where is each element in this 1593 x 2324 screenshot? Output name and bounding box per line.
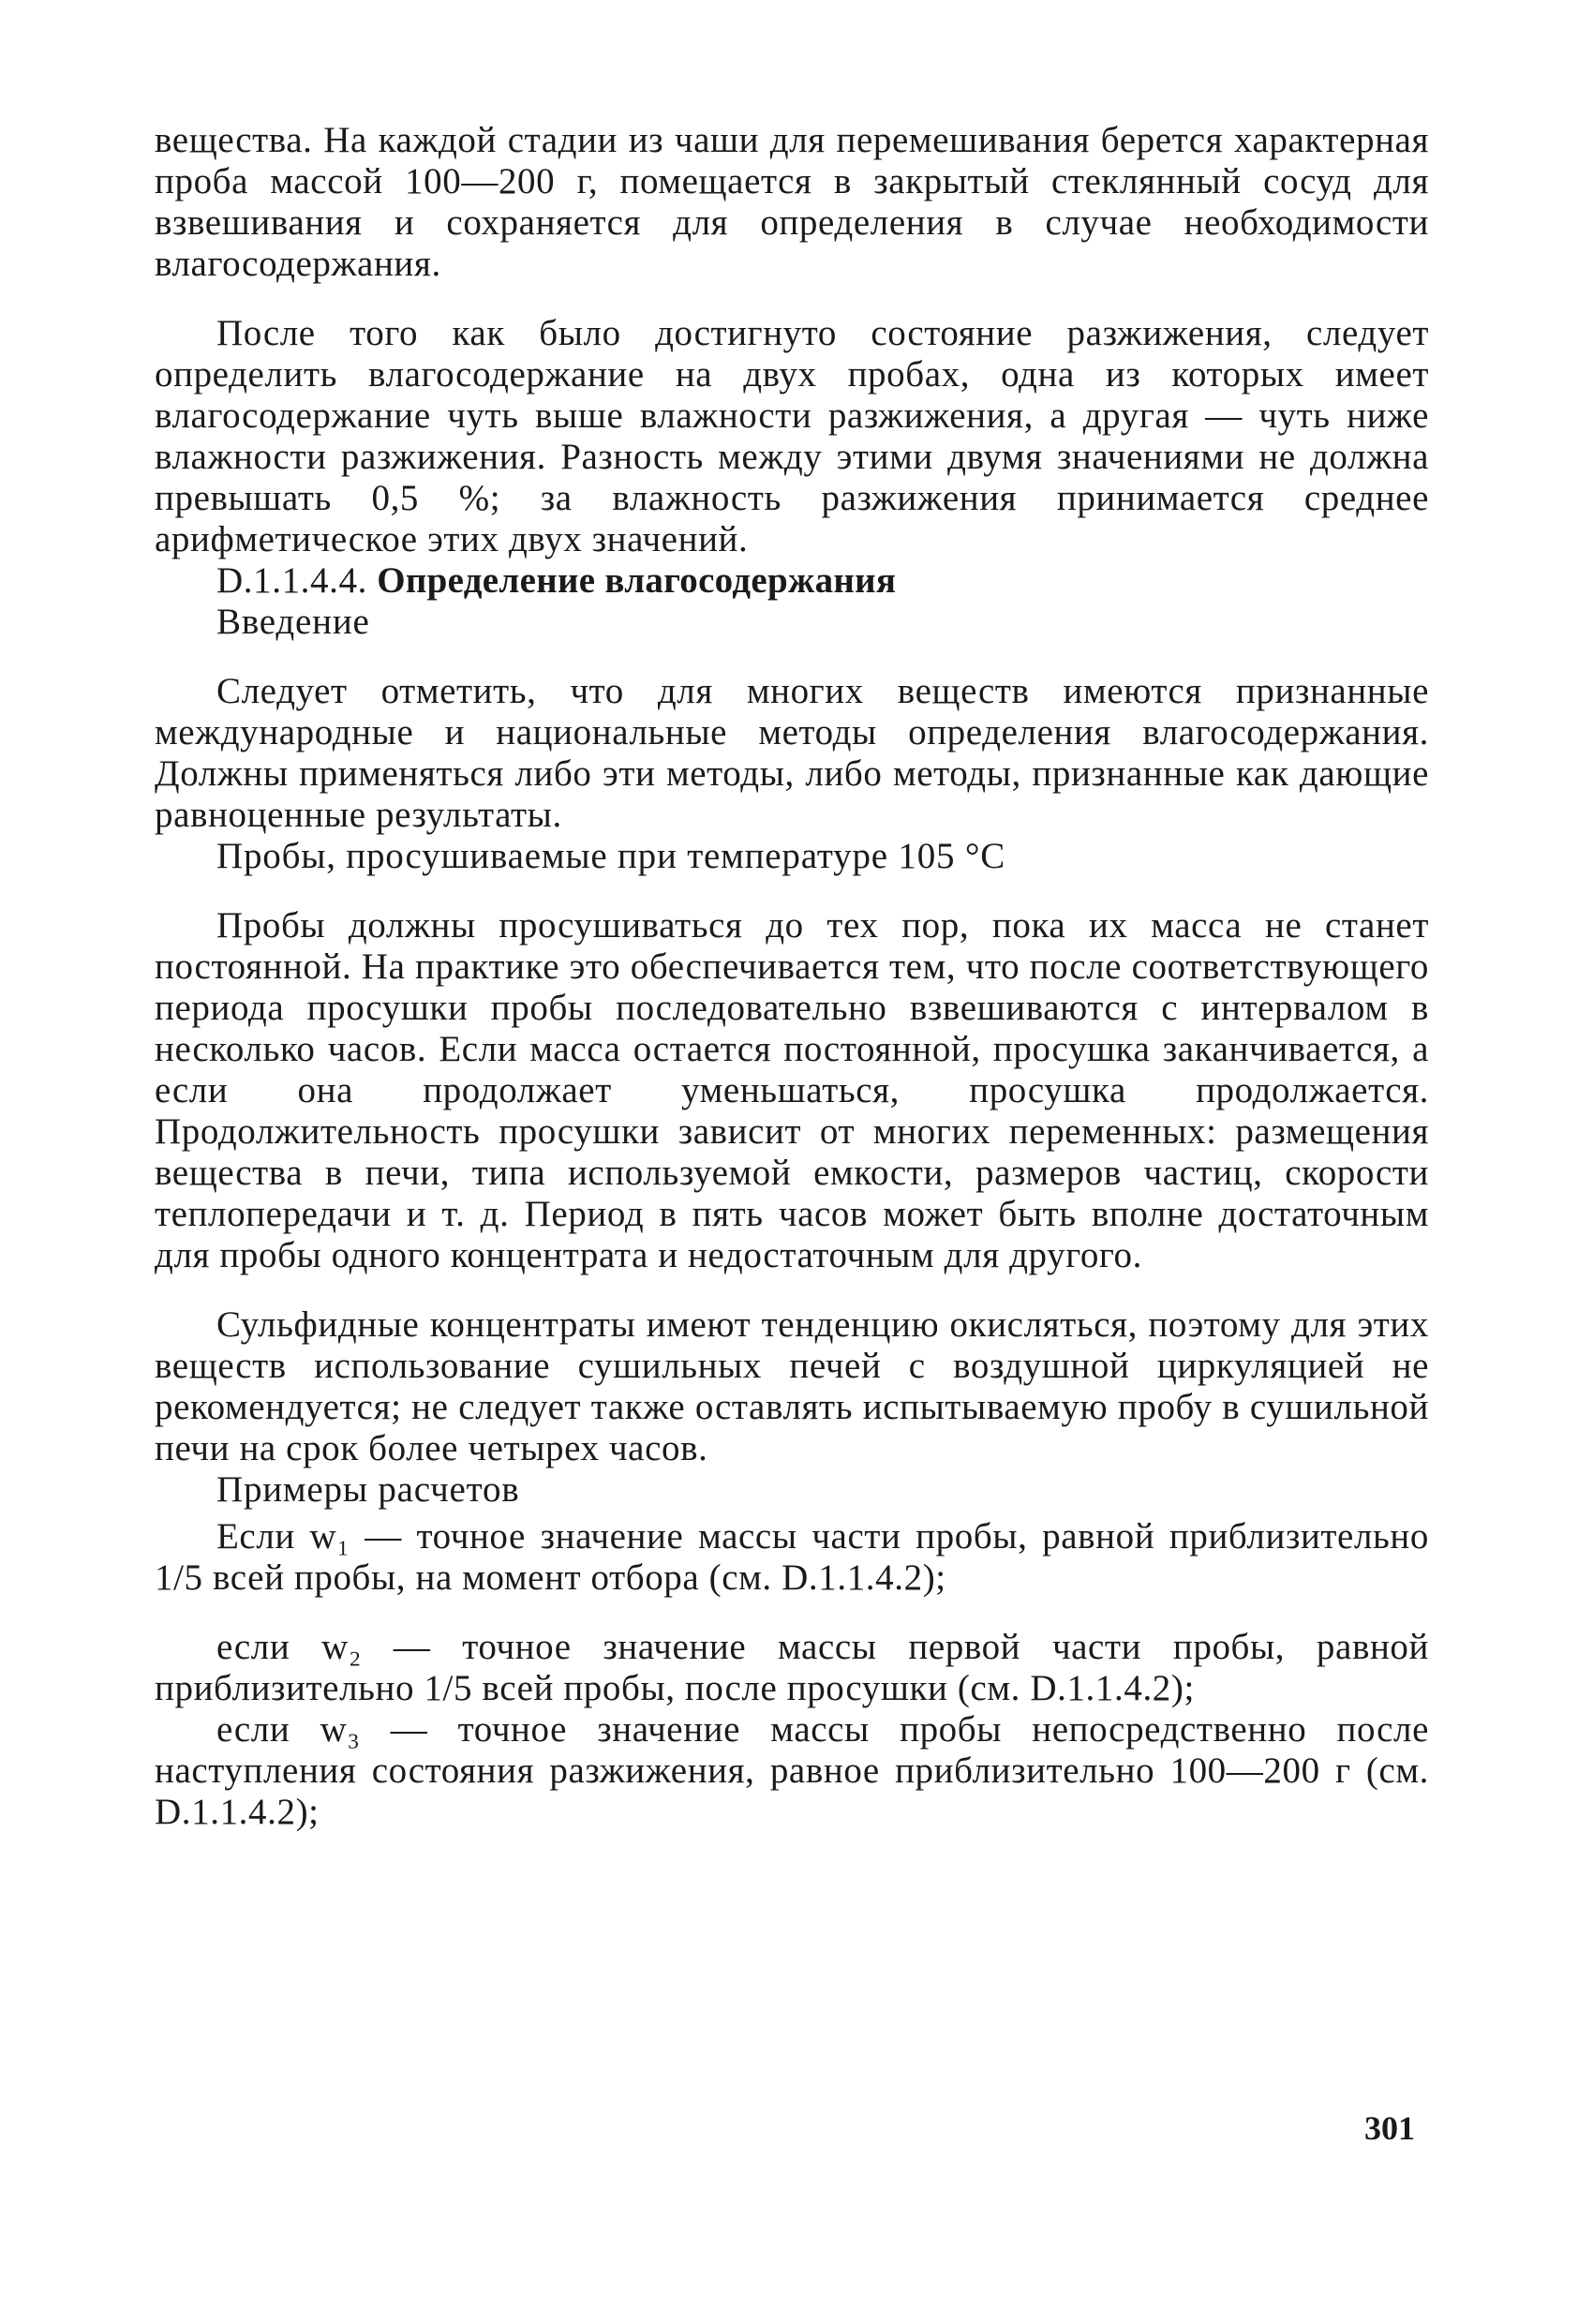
paragraph-w1: Если w₁ — точное значение массы части пробы, равной приблизительно 1/5 всей пробы, на момент отбора (см. D.1.1.4.2);	[155, 1516, 1429, 1598]
paragraph-liquefaction: После того как было достигнуто состояние разжижения, следует определить влагосодержание на двух пробах, одна из которых имеет влагосодержание чуть выше влажности разжижения, а другая — чуть ниже влажности разжижения. Разность между этими двумя значениями не должна превышать 0,5 %; за влажность разжижения принимается среднее арифметическое этих двух значений.	[155, 313, 1429, 559]
subheading-introduction: Введение	[216, 602, 370, 642]
paragraph-sulfide: Сульфидные концентраты имеют тенденцию окисляться, поэтому для этих веществ использование сушильных печей с воздушной циркуляцией не рекомендуется; не следует также оставлять испытываемую пробу в сушильной печи на срок более четырех часов.	[155, 1304, 1429, 1468]
subheading-examples: Примеры расчетов	[216, 1469, 520, 1510]
paragraph-methods: Следует отметить, что для многих веществ имеются признанные международные и национальные методы определения влагосодержания. Должны применяться либо эти методы, либо методы, признанные как дающие равноценные результаты.	[155, 671, 1429, 835]
paragraph-continuation: вещества. На каждой стадии из чаши для перемешивания берется характерная проба массой 100—200 г, помещается в закрытый стеклянный сосуд для взвешивания и сохраняется для определения в случае необходимости влагосодержания.	[155, 120, 1429, 284]
paragraph-w2: если w₂ — точное значение массы первой части пробы, равной приблизительно 1/5 всей пробы, после просушки (см. D.1.1.4.2);	[155, 1627, 1429, 1708]
paragraph-drying-procedure: Пробы должны просушиваться до тех пор, пока их масса не станет постоянной. На практике это обеспечивается тем, что после соответствующего периода просушки пробы последовательно взвешиваются с интервалом в несколько часов. Если масса остается постоянной, просушка заканчивается, а если она продолжает уменьшаться, просушка продолжается. Продолжительность просушки зависит от многих переменных: размещения вещества в печи, типа используемой емкости, размеров частиц, скорости теплопередачи и т. д. Период в пять часов может быть вполне достаточным для пробы одного концентрата и недостаточным для другого.	[155, 905, 1429, 1275]
section-heading	[155, 560, 1429, 602]
subheading-drying: Пробы, просушиваемые при температуре 105 °С	[216, 836, 1006, 876]
document-page	[155, 120, 1429, 1833]
section-title: Определение влагосодержания	[377, 560, 897, 601]
section-number: D.1.1.4.4.	[216, 560, 367, 601]
paragraph-w3: если w₃ — точное значение массы пробы непосредственно после наступления состояния разжижения, равное приблизительно 100—200 г (см. D.1.1.4.2);	[155, 1709, 1429, 1832]
page-number: 301	[1364, 2109, 1415, 2147]
